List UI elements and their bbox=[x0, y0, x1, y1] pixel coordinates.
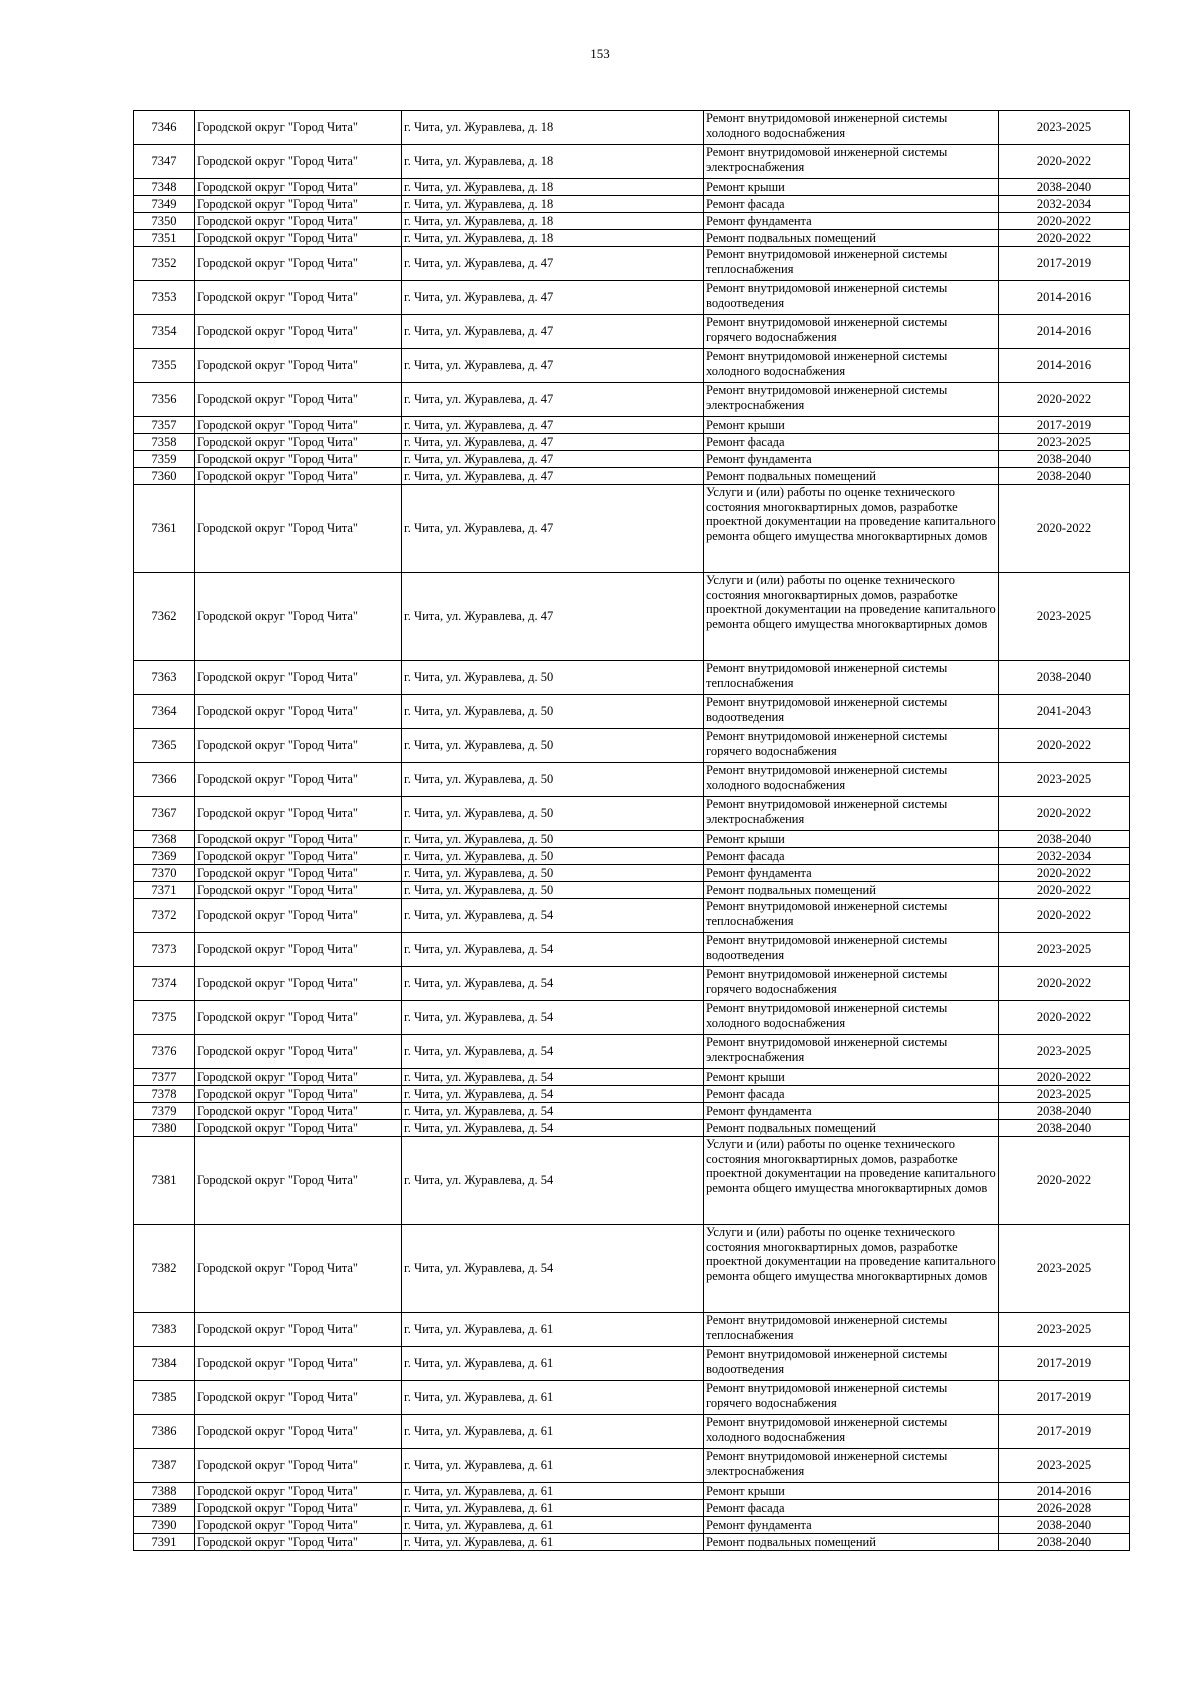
cell-period: 2038-2040 bbox=[999, 831, 1130, 848]
cell-row-number: 7375 bbox=[134, 1001, 195, 1035]
cell-municipality: Городской округ "Город Чита" bbox=[195, 1001, 402, 1035]
cell-row-number: 7383 bbox=[134, 1313, 195, 1347]
cell-work-type: Ремонт внутридомовой инженерной системы электроснабжения bbox=[704, 1449, 999, 1483]
cell-period: 2038-2040 bbox=[999, 451, 1130, 468]
cell-work-type: Ремонт фасада bbox=[704, 434, 999, 451]
cell-row-number: 7356 bbox=[134, 383, 195, 417]
cell-address: г. Чита, ул. Журавлева, д. 47 bbox=[402, 247, 704, 281]
cell-municipality: Городской округ "Город Чита" bbox=[195, 1415, 402, 1449]
table-row bbox=[134, 882, 1130, 899]
cell-period: 2014-2016 bbox=[999, 349, 1130, 383]
cell-work-type: Ремонт внутридомовой инженерной системы холодного водоснабжения bbox=[704, 349, 999, 383]
cell-period: 2023-2025 bbox=[999, 763, 1130, 797]
page-number: 153 bbox=[590, 46, 610, 61]
cell-work-type: Ремонт внутридомовой инженерной системы теплоснабжения bbox=[704, 899, 999, 933]
cell-work-type: Ремонт крыши bbox=[704, 1483, 999, 1500]
table-row bbox=[134, 1313, 1130, 1347]
cell-address: г. Чита, ул. Журавлева, д. 47 bbox=[402, 281, 704, 315]
cell-address: г. Чита, ул. Журавлева, д. 61 bbox=[402, 1517, 704, 1534]
cell-row-number: 7347 bbox=[134, 145, 195, 179]
table-row bbox=[134, 1534, 1130, 1551]
cell-row-number: 7371 bbox=[134, 882, 195, 899]
cell-address: г. Чита, ул. Журавлева, д. 61 bbox=[402, 1500, 704, 1517]
cell-row-number: 7373 bbox=[134, 933, 195, 967]
cell-address: г. Чита, ул. Журавлева, д. 47 bbox=[402, 468, 704, 485]
cell-address: г. Чита, ул. Журавлева, д. 50 bbox=[402, 882, 704, 899]
cell-row-number: 7353 bbox=[134, 281, 195, 315]
cell-address: г. Чита, ул. Журавлева, д. 54 bbox=[402, 1225, 704, 1313]
cell-period: 2017-2019 bbox=[999, 1415, 1130, 1449]
cell-period: 2038-2040 bbox=[999, 1517, 1130, 1534]
cell-row-number: 7355 bbox=[134, 349, 195, 383]
cell-work-type: Ремонт внутридомовой инженерной системы электроснабжения bbox=[704, 383, 999, 417]
table-row bbox=[134, 967, 1130, 1001]
cell-address: г. Чита, ул. Журавлева, д. 61 bbox=[402, 1415, 704, 1449]
cell-work-type: Ремонт подвальных помещений bbox=[704, 882, 999, 899]
cell-row-number: 7390 bbox=[134, 1517, 195, 1534]
cell-address: г. Чита, ул. Журавлева, д. 50 bbox=[402, 831, 704, 848]
cell-row-number: 7388 bbox=[134, 1483, 195, 1500]
cell-municipality: Городской округ "Город Чита" bbox=[195, 1500, 402, 1517]
cell-municipality: Городской округ "Город Чита" bbox=[195, 111, 402, 145]
table-row bbox=[134, 899, 1130, 933]
cell-work-type: Ремонт внутридомовой инженерной системы теплоснабжения bbox=[704, 1313, 999, 1347]
cell-period: 2020-2022 bbox=[999, 899, 1130, 933]
cell-period: 2032-2034 bbox=[999, 848, 1130, 865]
cell-municipality: Городской округ "Город Чита" bbox=[195, 1120, 402, 1137]
table-row bbox=[134, 485, 1130, 573]
cell-address: г. Чита, ул. Журавлева, д. 50 bbox=[402, 797, 704, 831]
cell-row-number: 7368 bbox=[134, 831, 195, 848]
cell-period: 2023-2025 bbox=[999, 1313, 1130, 1347]
cell-municipality: Городской округ "Город Чита" bbox=[195, 1225, 402, 1313]
table-row bbox=[134, 434, 1130, 451]
cell-address: г. Чита, ул. Журавлева, д. 61 bbox=[402, 1313, 704, 1347]
cell-row-number: 7377 bbox=[134, 1069, 195, 1086]
table-row bbox=[134, 831, 1130, 848]
cell-period: 2020-2022 bbox=[999, 865, 1130, 882]
cell-row-number: 7359 bbox=[134, 451, 195, 468]
cell-work-type: Ремонт крыши bbox=[704, 179, 999, 196]
cell-address: г. Чита, ул. Журавлева, д. 47 bbox=[402, 451, 704, 468]
cell-row-number: 7378 bbox=[134, 1086, 195, 1103]
table-row bbox=[134, 797, 1130, 831]
table-row bbox=[134, 1500, 1130, 1517]
cell-municipality: Городской округ "Город Чита" bbox=[195, 1483, 402, 1500]
cell-work-type: Ремонт внутридомовой инженерной системы теплоснабжения bbox=[704, 661, 999, 695]
cell-row-number: 7380 bbox=[134, 1120, 195, 1137]
cell-address: г. Чита, ул. Журавлева, д. 50 bbox=[402, 661, 704, 695]
cell-row-number: 7369 bbox=[134, 848, 195, 865]
table-row bbox=[134, 573, 1130, 661]
table-row bbox=[134, 1517, 1130, 1534]
table-row bbox=[134, 1120, 1130, 1137]
cell-address: г. Чита, ул. Журавлева, д. 47 bbox=[402, 383, 704, 417]
cell-municipality: Городской округ "Город Чита" bbox=[195, 315, 402, 349]
cell-work-type: Ремонт подвальных помещений bbox=[704, 230, 999, 247]
cell-address: г. Чита, ул. Журавлева, д. 47 bbox=[402, 573, 704, 661]
cell-municipality: Городской округ "Город Чита" bbox=[195, 763, 402, 797]
cell-municipality: Городской округ "Город Чита" bbox=[195, 882, 402, 899]
cell-row-number: 7361 bbox=[134, 485, 195, 573]
cell-work-type: Ремонт крыши bbox=[704, 417, 999, 434]
cell-work-type: Услуги и (или) работы по оценке технического состояния многоквартирных домов, разработке проектной документации на проведение капитального ремонта общего имущества многоквартирных домов bbox=[704, 1137, 999, 1225]
cell-work-type: Ремонт крыши bbox=[704, 1069, 999, 1086]
cell-work-type: Ремонт внутридомовой инженерной системы электроснабжения bbox=[704, 1035, 999, 1069]
cell-row-number: 7384 bbox=[134, 1347, 195, 1381]
cell-period: 2038-2040 bbox=[999, 1534, 1130, 1551]
cell-row-number: 7357 bbox=[134, 417, 195, 434]
table-row bbox=[134, 1137, 1130, 1225]
cell-row-number: 7351 bbox=[134, 230, 195, 247]
cell-period: 2020-2022 bbox=[999, 1001, 1130, 1035]
cell-municipality: Городской округ "Город Чита" bbox=[195, 899, 402, 933]
cell-address: г. Чита, ул. Журавлева, д. 54 bbox=[402, 967, 704, 1001]
table-row bbox=[134, 661, 1130, 695]
cell-period: 2017-2019 bbox=[999, 247, 1130, 281]
cell-period: 2023-2025 bbox=[999, 573, 1130, 661]
cell-address: г. Чита, ул. Журавлева, д. 61 bbox=[402, 1449, 704, 1483]
cell-period: 2023-2025 bbox=[999, 1086, 1130, 1103]
cell-address: г. Чита, ул. Журавлева, д. 54 bbox=[402, 1069, 704, 1086]
cell-municipality: Городской округ "Город Чита" bbox=[195, 1086, 402, 1103]
cell-work-type: Ремонт внутридомовой инженерной системы теплоснабжения bbox=[704, 247, 999, 281]
cell-municipality: Городской округ "Город Чита" bbox=[195, 179, 402, 196]
cell-municipality: Городской округ "Город Чита" bbox=[195, 145, 402, 179]
cell-work-type: Ремонт фундамента bbox=[704, 451, 999, 468]
cell-address: г. Чита, ул. Журавлева, д. 47 bbox=[402, 315, 704, 349]
cell-work-type: Услуги и (или) работы по оценке технического состояния многоквартирных домов, разработке проектной документации на проведение капитального ремонта общего имущества многоквартирных домов bbox=[704, 485, 999, 573]
cell-municipality: Городской округ "Город Чита" bbox=[195, 451, 402, 468]
cell-row-number: 7350 bbox=[134, 213, 195, 230]
cell-work-type: Услуги и (или) работы по оценке технического состояния многоквартирных домов, разработке проектной документации на проведение капитального ремонта общего имущества многоквартирных домов bbox=[704, 573, 999, 661]
table-row bbox=[134, 1069, 1130, 1086]
cell-municipality: Городской округ "Город Чита" bbox=[195, 485, 402, 573]
cell-municipality: Городской округ "Город Чита" bbox=[195, 213, 402, 230]
table-row bbox=[134, 468, 1130, 485]
cell-municipality: Городской округ "Город Чита" bbox=[195, 573, 402, 661]
cell-period: 2032-2034 bbox=[999, 196, 1130, 213]
cell-work-type: Ремонт крыши bbox=[704, 831, 999, 848]
table-row bbox=[134, 230, 1130, 247]
cell-work-type: Ремонт внутридомовой инженерной системы электроснабжения bbox=[704, 797, 999, 831]
cell-address: г. Чита, ул. Журавлева, д. 50 bbox=[402, 763, 704, 797]
cell-address: г. Чита, ул. Журавлева, д. 54 bbox=[402, 1086, 704, 1103]
cell-municipality: Городской округ "Город Чита" bbox=[195, 831, 402, 848]
cell-work-type: Ремонт внутридомовой инженерной системы горячего водоснабжения bbox=[704, 729, 999, 763]
cell-period: 2020-2022 bbox=[999, 145, 1130, 179]
table-row bbox=[134, 848, 1130, 865]
table-row bbox=[134, 1086, 1130, 1103]
cell-work-type: Ремонт фасада bbox=[704, 1086, 999, 1103]
cell-period: 2020-2022 bbox=[999, 383, 1130, 417]
table-row bbox=[134, 179, 1130, 196]
cell-municipality: Городской округ "Город Чита" bbox=[195, 383, 402, 417]
cell-municipality: Городской округ "Город Чита" bbox=[195, 349, 402, 383]
table-row bbox=[134, 1103, 1130, 1120]
cell-row-number: 7364 bbox=[134, 695, 195, 729]
table-row bbox=[134, 349, 1130, 383]
cell-row-number: 7346 bbox=[134, 111, 195, 145]
cell-row-number: 7349 bbox=[134, 196, 195, 213]
table-row bbox=[134, 729, 1130, 763]
cell-address: г. Чита, ул. Журавлева, д. 54 bbox=[402, 933, 704, 967]
cell-municipality: Городской округ "Город Чита" bbox=[195, 729, 402, 763]
cell-period: 2014-2016 bbox=[999, 315, 1130, 349]
cell-work-type: Ремонт внутридомовой инженерной системы горячего водоснабжения bbox=[704, 967, 999, 1001]
cell-municipality: Городской округ "Город Чита" bbox=[195, 1103, 402, 1120]
cell-address: г. Чита, ул. Журавлева, д. 54 bbox=[402, 899, 704, 933]
cell-address: г. Чита, ул. Журавлева, д. 50 bbox=[402, 729, 704, 763]
table-row bbox=[134, 1415, 1130, 1449]
table-row bbox=[134, 417, 1130, 434]
cell-work-type: Ремонт внутридомовой инженерной системы водоотведения bbox=[704, 933, 999, 967]
table-body bbox=[134, 111, 1130, 1551]
cell-period: 2020-2022 bbox=[999, 485, 1130, 573]
cell-row-number: 7362 bbox=[134, 573, 195, 661]
table-row bbox=[134, 1449, 1130, 1483]
cell-work-type: Ремонт внутридомовой инженерной системы водоотведения bbox=[704, 281, 999, 315]
cell-municipality: Городской округ "Город Чита" bbox=[195, 1449, 402, 1483]
cell-row-number: 7354 bbox=[134, 315, 195, 349]
cell-row-number: 7382 bbox=[134, 1225, 195, 1313]
cell-period: 2023-2025 bbox=[999, 434, 1130, 451]
cell-municipality: Городской округ "Город Чита" bbox=[195, 1347, 402, 1381]
cell-row-number: 7391 bbox=[134, 1534, 195, 1551]
cell-row-number: 7376 bbox=[134, 1035, 195, 1069]
cell-row-number: 7374 bbox=[134, 967, 195, 1001]
cell-work-type: Ремонт внутридомовой инженерной системы электроснабжения bbox=[704, 145, 999, 179]
cell-row-number: 7379 bbox=[134, 1103, 195, 1120]
cell-address: г. Чита, ул. Журавлева, д. 18 bbox=[402, 213, 704, 230]
table-row bbox=[134, 247, 1130, 281]
cell-municipality: Городской округ "Город Чита" bbox=[195, 1035, 402, 1069]
cell-period: 2020-2022 bbox=[999, 230, 1130, 247]
cell-work-type: Ремонт фасада bbox=[704, 848, 999, 865]
table-row bbox=[134, 1483, 1130, 1500]
cell-period: 2023-2025 bbox=[999, 111, 1130, 145]
table-row bbox=[134, 315, 1130, 349]
cell-work-type: Ремонт фундамента bbox=[704, 213, 999, 230]
cell-municipality: Городской округ "Город Чита" bbox=[195, 661, 402, 695]
cell-period: 2020-2022 bbox=[999, 1137, 1130, 1225]
cell-row-number: 7366 bbox=[134, 763, 195, 797]
cell-period: 2038-2040 bbox=[999, 179, 1130, 196]
cell-period: 2038-2040 bbox=[999, 1120, 1130, 1137]
cell-municipality: Городской округ "Город Чита" bbox=[195, 230, 402, 247]
cell-period: 2038-2040 bbox=[999, 1103, 1130, 1120]
cell-municipality: Городской округ "Город Чита" bbox=[195, 1313, 402, 1347]
cell-municipality: Городской округ "Город Чита" bbox=[195, 1069, 402, 1086]
cell-address: г. Чита, ул. Журавлева, д. 61 bbox=[402, 1483, 704, 1500]
cell-address: г. Чита, ул. Журавлева, д. 47 bbox=[402, 417, 704, 434]
cell-municipality: Городской округ "Город Чита" bbox=[195, 1534, 402, 1551]
cell-work-type: Ремонт внутридомовой инженерной системы горячего водоснабжения bbox=[704, 315, 999, 349]
table-row bbox=[134, 1381, 1130, 1415]
table-row bbox=[134, 1225, 1130, 1313]
table-row bbox=[134, 145, 1130, 179]
cell-row-number: 7367 bbox=[134, 797, 195, 831]
cell-row-number: 7352 bbox=[134, 247, 195, 281]
cell-work-type: Ремонт подвальных помещений bbox=[704, 1120, 999, 1137]
cell-municipality: Городской округ "Город Чита" bbox=[195, 417, 402, 434]
cell-row-number: 7358 bbox=[134, 434, 195, 451]
cell-period: 2038-2040 bbox=[999, 661, 1130, 695]
cell-address: г. Чита, ул. Журавлева, д. 18 bbox=[402, 230, 704, 247]
cell-work-type: Ремонт фасада bbox=[704, 1500, 999, 1517]
table-row bbox=[134, 1001, 1130, 1035]
cell-address: г. Чита, ул. Журавлева, д. 54 bbox=[402, 1001, 704, 1035]
cell-address: г. Чита, ул. Журавлева, д. 54 bbox=[402, 1035, 704, 1069]
table-row bbox=[134, 451, 1130, 468]
cell-row-number: 7372 bbox=[134, 899, 195, 933]
cell-municipality: Городской округ "Город Чита" bbox=[195, 695, 402, 729]
cell-address: г. Чита, ул. Журавлева, д. 54 bbox=[402, 1137, 704, 1225]
cell-period: 2020-2022 bbox=[999, 967, 1130, 1001]
cell-period: 2023-2025 bbox=[999, 933, 1130, 967]
cell-address: г. Чита, ул. Журавлева, д. 18 bbox=[402, 145, 704, 179]
cell-address: г. Чита, ул. Журавлева, д. 61 bbox=[402, 1381, 704, 1415]
cell-address: г. Чита, ул. Журавлева, д. 18 bbox=[402, 179, 704, 196]
cell-municipality: Городской округ "Город Чита" bbox=[195, 196, 402, 213]
cell-work-type: Ремонт внутридомовой инженерной системы водоотведения bbox=[704, 695, 999, 729]
cell-period: 2014-2016 bbox=[999, 1483, 1130, 1500]
cell-municipality: Городской округ "Город Чита" bbox=[195, 797, 402, 831]
cell-period: 2020-2022 bbox=[999, 882, 1130, 899]
cell-period: 2020-2022 bbox=[999, 1069, 1130, 1086]
table-row bbox=[134, 383, 1130, 417]
cell-work-type: Ремонт внутридомовой инженерной системы горячего водоснабжения bbox=[704, 1381, 999, 1415]
cell-municipality: Городской округ "Город Чита" bbox=[195, 967, 402, 1001]
cell-work-type: Ремонт фасада bbox=[704, 196, 999, 213]
cell-municipality: Городской округ "Город Чита" bbox=[195, 848, 402, 865]
cell-period: 2023-2025 bbox=[999, 1035, 1130, 1069]
cell-period: 2020-2022 bbox=[999, 729, 1130, 763]
cell-work-type: Ремонт внутридомовой инженерной системы водоотведения bbox=[704, 1347, 999, 1381]
table-row bbox=[134, 281, 1130, 315]
cell-address: г. Чита, ул. Журавлева, д. 54 bbox=[402, 1103, 704, 1120]
cell-row-number: 7365 bbox=[134, 729, 195, 763]
cell-address: г. Чита, ул. Журавлева, д. 54 bbox=[402, 1120, 704, 1137]
cell-work-type: Ремонт подвальных помещений bbox=[704, 1534, 999, 1551]
repair-schedule-table bbox=[133, 110, 1130, 1551]
cell-address: г. Чита, ул. Журавлева, д. 47 bbox=[402, 434, 704, 451]
cell-address: г. Чита, ул. Журавлева, д. 61 bbox=[402, 1347, 704, 1381]
table-row bbox=[134, 1347, 1130, 1381]
cell-period: 2020-2022 bbox=[999, 213, 1130, 230]
cell-address: г. Чита, ул. Журавлева, д. 50 bbox=[402, 695, 704, 729]
cell-municipality: Городской округ "Город Чита" bbox=[195, 933, 402, 967]
table-row bbox=[134, 933, 1130, 967]
cell-work-type: Услуги и (или) работы по оценке технического состояния многоквартирных домов, разработке проектной документации на проведение капитального ремонта общего имущества многоквартирных домов bbox=[704, 1225, 999, 1313]
cell-address: г. Чита, ул. Журавлева, д. 47 bbox=[402, 349, 704, 383]
cell-address: г. Чита, ул. Журавлева, д. 50 bbox=[402, 865, 704, 882]
table-row bbox=[134, 1035, 1130, 1069]
cell-period: 2038-2040 bbox=[999, 468, 1130, 485]
cell-work-type: Ремонт внутридомовой инженерной системы холодного водоснабжения bbox=[704, 1415, 999, 1449]
cell-municipality: Городской округ "Город Чита" bbox=[195, 281, 402, 315]
cell-municipality: Городской округ "Город Чита" bbox=[195, 1137, 402, 1225]
table-row bbox=[134, 695, 1130, 729]
cell-municipality: Городской округ "Город Чита" bbox=[195, 865, 402, 882]
cell-municipality: Городской округ "Город Чита" bbox=[195, 247, 402, 281]
cell-period: 2014-2016 bbox=[999, 281, 1130, 315]
cell-work-type: Ремонт внутридомовой инженерной системы холодного водоснабжения bbox=[704, 763, 999, 797]
cell-municipality: Городской округ "Город Чита" bbox=[195, 1517, 402, 1534]
cell-row-number: 7370 bbox=[134, 865, 195, 882]
cell-row-number: 7386 bbox=[134, 1415, 195, 1449]
table-row bbox=[134, 196, 1130, 213]
cell-work-type: Ремонт внутридомовой инженерной системы холодного водоснабжения bbox=[704, 111, 999, 145]
cell-period: 2023-2025 bbox=[999, 1449, 1130, 1483]
cell-work-type: Ремонт внутридомовой инженерной системы холодного водоснабжения bbox=[704, 1001, 999, 1035]
cell-address: г. Чита, ул. Журавлева, д. 47 bbox=[402, 485, 704, 573]
cell-row-number: 7363 bbox=[134, 661, 195, 695]
table-row bbox=[134, 213, 1130, 230]
cell-address: г. Чита, ул. Журавлева, д. 61 bbox=[402, 1534, 704, 1551]
cell-period: 2023-2025 bbox=[999, 1225, 1130, 1313]
cell-municipality: Городской округ "Город Чита" bbox=[195, 1381, 402, 1415]
cell-period: 2017-2019 bbox=[999, 417, 1130, 434]
cell-municipality: Городской округ "Город Чита" bbox=[195, 434, 402, 451]
cell-work-type: Ремонт фундамента bbox=[704, 1103, 999, 1120]
cell-row-number: 7387 bbox=[134, 1449, 195, 1483]
table-row bbox=[134, 763, 1130, 797]
cell-period: 2041-2043 bbox=[999, 695, 1130, 729]
cell-municipality: Городской округ "Город Чита" bbox=[195, 468, 402, 485]
cell-period: 2017-2019 bbox=[999, 1381, 1130, 1415]
cell-row-number: 7360 bbox=[134, 468, 195, 485]
cell-row-number: 7385 bbox=[134, 1381, 195, 1415]
cell-row-number: 7348 bbox=[134, 179, 195, 196]
cell-period: 2020-2022 bbox=[999, 797, 1130, 831]
cell-address: г. Чита, ул. Журавлева, д. 50 bbox=[402, 848, 704, 865]
cell-row-number: 7389 bbox=[134, 1500, 195, 1517]
table-row bbox=[134, 111, 1130, 145]
cell-period: 2017-2019 bbox=[999, 1347, 1130, 1381]
cell-address: г. Чита, ул. Журавлева, д. 18 bbox=[402, 111, 704, 145]
cell-work-type: Ремонт фундамента bbox=[704, 1517, 999, 1534]
cell-work-type: Ремонт подвальных помещений bbox=[704, 468, 999, 485]
cell-work-type: Ремонт фундамента bbox=[704, 865, 999, 882]
table-row bbox=[134, 865, 1130, 882]
cell-period: 2026-2028 bbox=[999, 1500, 1130, 1517]
cell-address: г. Чита, ул. Журавлева, д. 18 bbox=[402, 196, 704, 213]
cell-row-number: 7381 bbox=[134, 1137, 195, 1225]
